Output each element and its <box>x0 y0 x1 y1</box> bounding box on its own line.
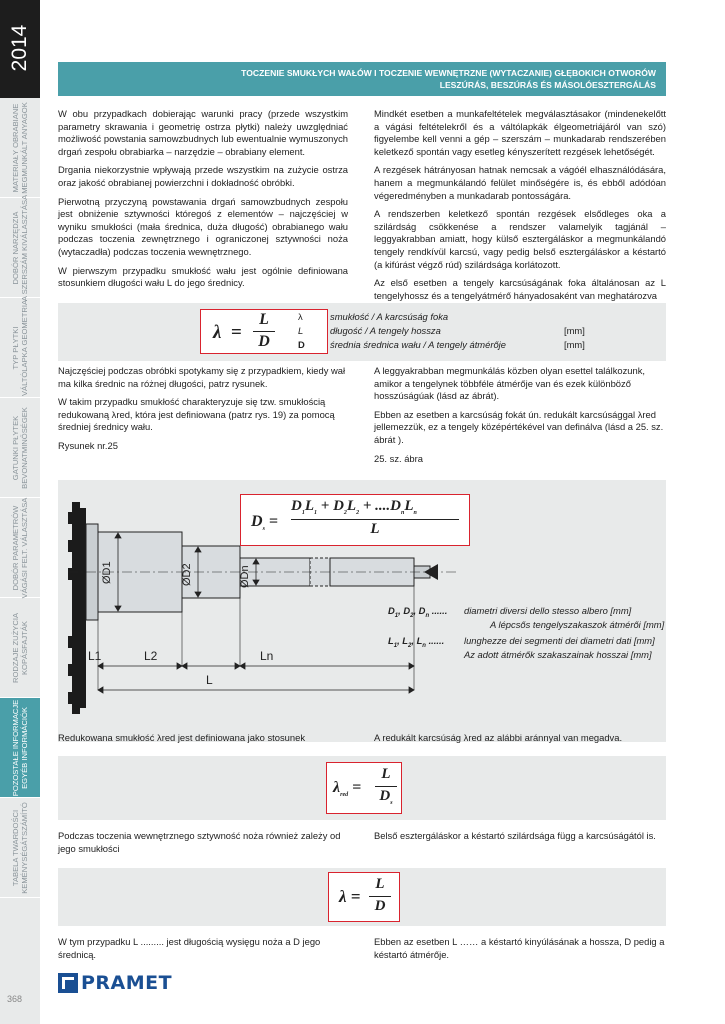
legend-row <box>388 604 665 632</box>
tool-slenderness-panel <box>58 868 666 926</box>
internal-left <box>58 830 348 861</box>
paragraph: Ebben az esetben L …… a késtartó kinyúlásának a hossza, D pedig a késtartó átmérője. <box>374 936 665 960</box>
paragraph: Mindkét esetben a munkafeltételek megválasztásakor (mindenekelőtt a vágási feltételekről és a váltólapkák élgeometriájáról van szó) figyelembe kell venni a gép – szerszám – munkadarab rendszerében keletkező spontán vagy esetleg kényszerített rezgések lehetőségét. <box>374 108 666 157</box>
paragraph: Pierwotną przyczyną powstawania drgań samowzbudnych zespołu jest obniżenie sztywności któregoś z elementów – najczęściej w wyniku smukłości (mała średnica, duża długość) obrabianego wału podczas toczenia zewnętrznego i ograniczonej sztywności noża (wytaczadła) podczas toczenia wewnętrznego. <box>58 195 348 257</box>
paragraph: Podczas toczenia wewnętrznego sztywność noża również zależy od jego smukłości <box>58 830 341 854</box>
sidebar-nav-label: DOBÓR NARZĘDZIA A SZERSZÁM KIVÁLASZTÁSA <box>11 194 29 301</box>
reduced-formula-panel <box>58 756 666 820</box>
paragraph: Redukowana smukłość λred jest definiowana jako stosunek <box>58 732 306 743</box>
length-label-ln: Ln <box>260 649 274 663</box>
diameter-label-d2: ØD2 <box>181 563 193 586</box>
legend-row <box>298 338 658 352</box>
formula-denominator: D <box>258 333 270 350</box>
stepped-shaft-diagram-panel <box>58 480 666 742</box>
formula-lhs: $D_s$ = <box>251 513 279 533</box>
fraction-bar <box>291 519 459 520</box>
sidebar-nav-item[interactable] <box>0 598 40 698</box>
left-mid <box>58 365 348 459</box>
fraction-bar <box>253 331 275 332</box>
right-intro <box>374 108 666 308</box>
page-number: 368 <box>7 994 23 1004</box>
paragraph: W obu przypadkach dobierając warunki pracy (przede wszystkim parametry skrawania i geometrię ostrza płytki) należy uwzględniać możliwość powstania samowzbudnych lub ewentualnie wymuszonych drgań zespołu obrabiarka – narzędzie – obrabiany element. <box>58 108 348 157</box>
equals-sign: = <box>231 322 242 343</box>
logo-text: PRAMET <box>81 972 173 994</box>
year-box <box>0 0 40 98</box>
left-intro <box>58 108 348 296</box>
sidebar-nav-label: MATERIAŁY OBRABIANE MEGMUNKÁLT ANYAGOK <box>11 101 29 194</box>
sidebar-nav-label: DOBÓR PARAMETRÓW VÁGÁSI FELT. VÁLASZTÁSA <box>11 497 29 598</box>
paragraph: A rezgések hátrányosan hatnak nemcsak a vágóél elhasználódására, hanem a megmunkálandó felület minőségére is, és ebből adódóan végeredményben a munkadarab pontosságára. <box>374 164 666 201</box>
legend-symbol: L <box>298 325 304 336</box>
legend-text: smukłość / A karcsúság foka <box>330 311 449 322</box>
legend-unit: [mm] <box>564 325 585 336</box>
sidebar-nav-item[interactable] <box>0 698 40 798</box>
sidebar-nav-label: TABELA TWARDOŚCI KEMÉNYSÉGÁTSZÁMÍTÓ <box>11 801 29 894</box>
legend-key: $L_1$, $L_2$, $L_n$ ...... <box>388 635 445 649</box>
sidebar-nav-label: POZOSTAŁE INFORMACJE EGYÉB INFORMÁCIÓK <box>11 699 29 796</box>
bottom-right <box>374 936 666 967</box>
legend-row <box>298 324 658 338</box>
sidebar-nav-label: GATUNKI PŁYTEK BEVONATMINŐSÉGEK <box>11 406 29 489</box>
formula-numerator: L <box>259 311 269 328</box>
red-right <box>374 732 666 751</box>
paragraph: Az első esetben a tengely karcsúságának foka általánosan az L tengelyhossz és a tengelyátmérő hányadosaként van meghatározva <box>374 277 666 301</box>
formula-denominator: L <box>370 521 380 537</box>
mean-diameter-formula <box>240 494 470 546</box>
paragraph: Najczęściej podczas obróbki spotykamy się z przypadkiem, kiedy wał ma kilka średnic na różnej długości, patrz rysunek. <box>58 365 346 389</box>
legend-text: długość / A tengely hossza <box>330 325 441 336</box>
diagram-legend <box>388 604 665 668</box>
legend-text: lunghezze dei segmenti dei diametri dati [mm] <box>464 635 655 646</box>
legend-text: diametri diversi dello stesso albero [mm] <box>464 605 632 616</box>
formula-denominator: D <box>374 898 386 914</box>
red-left <box>58 732 348 751</box>
figure-label: 25. sz. ábra <box>374 452 423 464</box>
diameter-label-d1: ØD1 <box>101 561 113 584</box>
sidebar-nav-label: TYP PŁYTKI VÁLTÓLAPKA GEOMETRIA <box>11 299 29 396</box>
header-title-hu: LESZÚRÁS, BESZÚRÁS ÉS MÁSOLÓESZTERGÁLÁS <box>439 80 656 90</box>
formula-legend <box>298 310 658 355</box>
sidebar-nav-item[interactable] <box>0 498 40 598</box>
legend-unit: [mm] <box>564 339 585 350</box>
paragraph: Belső esztergáláskor a késtartó szilárdsága függ a karcsúságától is. <box>374 830 656 841</box>
pramet-logo <box>58 972 172 994</box>
paragraph: W takim przypadku smukłość charakteryzuje się tzw. smukłością redukowaną λred, która jest definiowana (patrz rys. 19) za pomocą średniej średnicy wału. <box>58 396 335 433</box>
right-mid <box>374 365 666 471</box>
length-label-l1: L1 <box>88 649 102 663</box>
sidebar <box>0 0 40 1024</box>
sidebar-nav-label: RODZAJE ZUŻYCIA KOPÁSFAJTÁK <box>11 612 29 683</box>
fraction-bar <box>369 896 391 897</box>
chuck <box>68 502 86 714</box>
formula-denominator: $D_s$ <box>379 788 393 806</box>
legend-text-hu: Az adott átmérők szakaszainak hosszai [mm] <box>464 649 652 660</box>
year-label: 2014 <box>8 24 31 72</box>
paragraph: Ebben az esetben a karcsúság fokát ún. redukált karcsúsággal λred jellemezzük, ez a tengely középértékével van definálva (lásd a 25. sz. ábrát ). <box>374 408 664 445</box>
length-label-l: L <box>206 673 213 687</box>
sidebar-nav-item[interactable] <box>0 798 40 898</box>
tool-slenderness-formula <box>328 872 400 922</box>
legend-row <box>298 310 658 324</box>
internal-right <box>374 830 666 849</box>
legend-symbol: D <box>298 339 305 350</box>
section-header <box>58 62 666 96</box>
legend-text-hu: A lépcsős tengelyszakaszok átmérői [mm] <box>490 619 665 630</box>
figure-label: Rysunek nr.25 <box>58 439 118 451</box>
formula-lhs: λ = <box>339 887 361 906</box>
paragraph: W pierwszym przypadku smukłość wału jest ogólnie definiowana stosunkiem długości wału L do jego średnicy. <box>58 264 348 289</box>
paragraph: Drgania niekorzystnie wpływają przede wszystkim na zużycie ostrza oraz jakość obrabianej powierzchni i dokładność obróbki. <box>58 164 348 188</box>
legend-text: średnia średnica wału / A tengely átmérője <box>330 339 506 350</box>
formula-lhs: $\lambda_{red}$ = <box>333 779 362 799</box>
paragraph: A leggyakrabban megmunkálás közben olyan esettel találkozunk, amikor a tengelynek többféle átmérője van és ezek különböző hosszúságúak (lásd az ábrát). <box>374 365 645 402</box>
length-label-l2: L2 <box>144 649 158 663</box>
legend-row <box>388 634 658 662</box>
pramet-logo-icon <box>58 973 78 993</box>
slenderness-formula-panel <box>58 303 666 361</box>
sidebar-nav-item[interactable] <box>0 98 40 198</box>
sidebar-nav-item[interactable] <box>0 398 40 498</box>
paragraph: A redukált karcsúság λred az alábbi aránnyal van megadva. <box>374 732 623 743</box>
legend-symbol: λ <box>298 311 303 322</box>
paragraph: W tym przypadku L ......... jest długością wysięgu noża a D jego średnicą. <box>58 936 321 960</box>
lambda-symbol: λ <box>213 322 222 343</box>
formula-numerator: $D_1L_1 + D_2L_2 + ....D_nL_n$ <box>291 498 417 516</box>
diameter-label-dn: ØDn <box>239 565 251 588</box>
bottom-left <box>58 936 348 967</box>
fraction-bar <box>375 786 397 787</box>
sidebar-nav-item[interactable] <box>0 194 40 301</box>
header-title-pl: TOCZENIE SMUKŁYCH WAŁÓW I TOCZENIE WEWNĘTRZNE (WYTACZANIE) GŁĘBOKICH OTWORÓW <box>241 68 656 78</box>
paragraph: A rendszerben keletkező spontán rezgések elsődleges oka a szilárdság csökkenése a rendszer valamelyik tagjánál – leggyakrabban amiatt, hogy külső esztergáláskor a megmunkálandó tengely rendkívül karcsú, vagy pedig belső esztergáláskor a késtartó (a kifúrást végző rúd) szilárdsága korlátozott. <box>374 208 666 270</box>
sidebar-nav-item[interactable] <box>0 298 40 398</box>
legend-key: $D_1$, $D_2$, $D_n$ ...... <box>388 605 448 619</box>
formula-numerator: L <box>381 766 391 782</box>
reduced-slenderness-formula <box>326 762 402 814</box>
formula-numerator: L <box>375 876 385 892</box>
